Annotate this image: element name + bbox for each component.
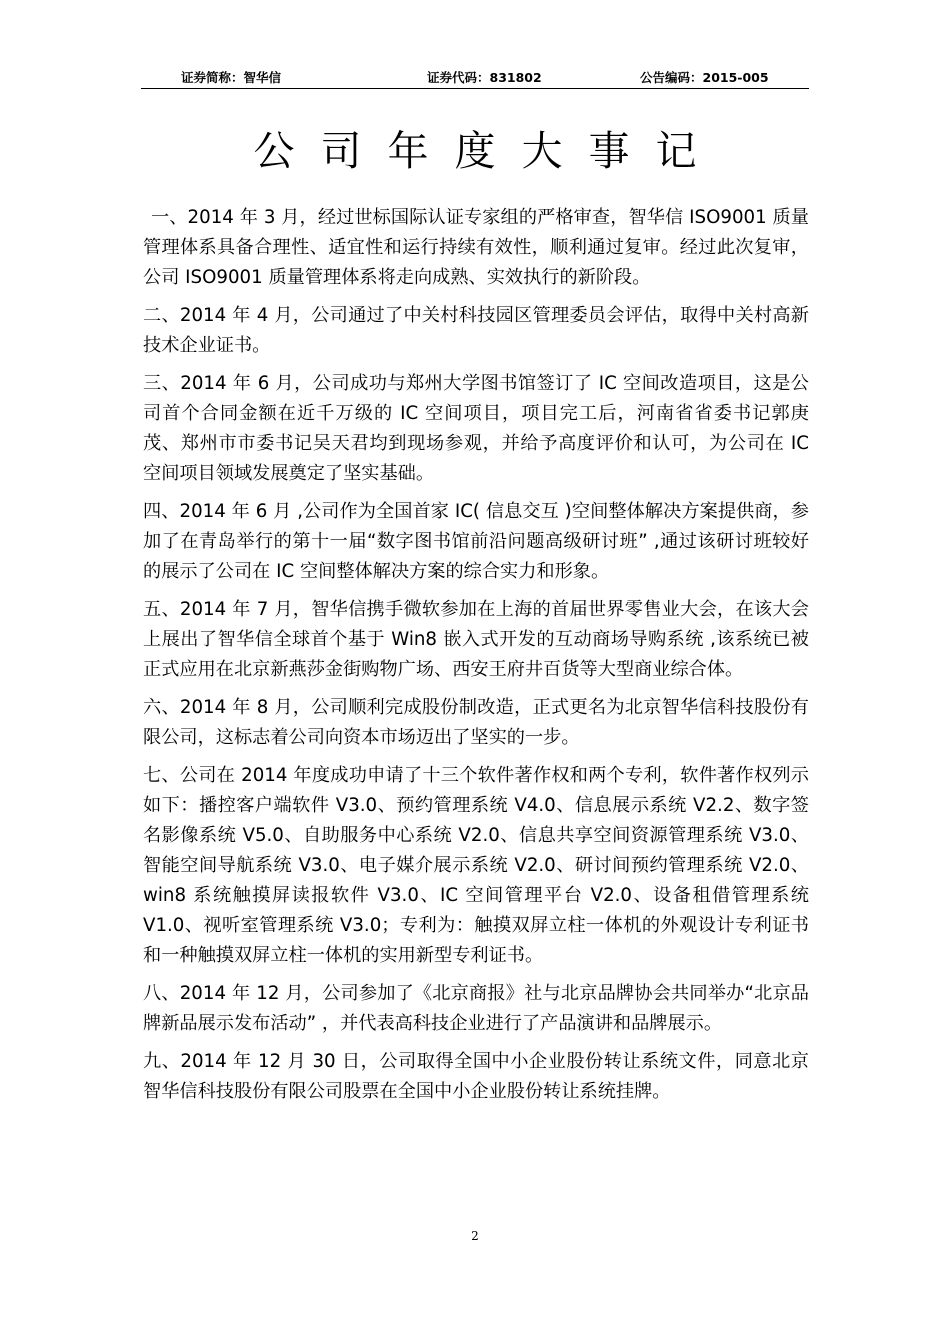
notice-number: 公告编码：2015-005 xyxy=(640,70,769,85)
document-title: 公司年度大事记 xyxy=(253,127,723,175)
event-paragraph: 二、2014 年 4 月，公司通过了中关村科技园区管理委员会评估，取得中关村高新技术企业证书。 xyxy=(143,305,809,356)
event-paragraph: 一、2014 年 3 月，经过世标国际认证专家组的严格审查，智华信 ISO9001 质量管理体系具备合理性、适宜性和运行持续有效性，顺利通过复审。经过此次复审，公司 ISO9001 质量管理体系将走向成熟、实效执行的新阶段。 xyxy=(143,207,809,288)
event-paragraph: 九、2014 年 12 月 30 日，公司取得全国中小企业股份转让系统文件，同意北京智华信科技股份有限公司股票在全国中小企业股份转让系统挂牌。 xyxy=(143,1051,809,1102)
document-body xyxy=(143,203,809,1115)
page-header xyxy=(141,66,809,89)
event-paragraph: 七、公司在 2014 年度成功申请了十三个软件著作权和两个专利，软件著作权列示如下：播控客户端软件 V3.0、预约管理系统 V4.0、信息展示系统 V2.2、数字签名影像系统 V5.0、自助服务中心系统 V2.0、信息共享空间资源管理系统 V3.0、智能空间导航系统 V3.0、电子媒介展示系统 V2.0、研讨间预约管理系统 V2.0、win8 系统触摸屏读报软件 V3.0、IC 空间管理平台 V2.0、设备租借管理系统 V1.0、视听室管理系统 V3.0；专利为：触摸双屏立柱一体机的外观设计专利证书和一种触摸双屏立柱一体机的实用新型专利证书。 xyxy=(143,765,809,966)
event-paragraph: 三、2014 年 6 月，公司成功与郑州大学图书馆签订了 IC 空间改造项目，这是公司首个合同金额在近千万级的 IC 空间项目，项目完工后，河南省省委书记郭庚茂、郑州市市委书记吴天君均到现场参观，并给予高度评价和认可，为公司在 IC 空间项目领域发展奠定了坚实基础。 xyxy=(143,373,809,484)
page-number: 2 xyxy=(471,1229,479,1243)
security-code: 证券代码：831802 xyxy=(427,70,542,85)
event-paragraph: 八、2014 年 12 月，公司参加了《北京商报》社与北京品牌协会共同举办“北京品牌新品展示发布活动” ，并代表高科技企业进行了产品演讲和品牌展示。 xyxy=(143,983,809,1034)
event-paragraph: 四、2014 年 6 月 ,公司作为全国首家 IC( 信息交互 )空间整体解决方案提供商，参加了在青岛举行的第十一届“数字图书馆前沿问题高级研讨班” ,通过该研讨班较好的展示了公司在 IC 空间整体解决方案的综合实力和形象。 xyxy=(143,501,809,582)
event-paragraph: 六、2014 年 8 月，公司顺利完成股份制改造，正式更名为北京智华信科技股份有限公司，这标志着公司向资本市场迈出了坚实的一步。 xyxy=(143,697,809,748)
security-short-name: 证券简称：智华信 xyxy=(181,70,282,85)
event-paragraph: 五、2014 年 7 月，智华信携手微软参加在上海的首届世界零售业大会，在该大会上展出了智华信全球首个基于 Win8 嵌入式开发的互动商场导购系统 ,该系统已被正式应用在北京新燕莎金街购物广场、西安王府井百货等大型商业综合体。 xyxy=(143,599,809,680)
